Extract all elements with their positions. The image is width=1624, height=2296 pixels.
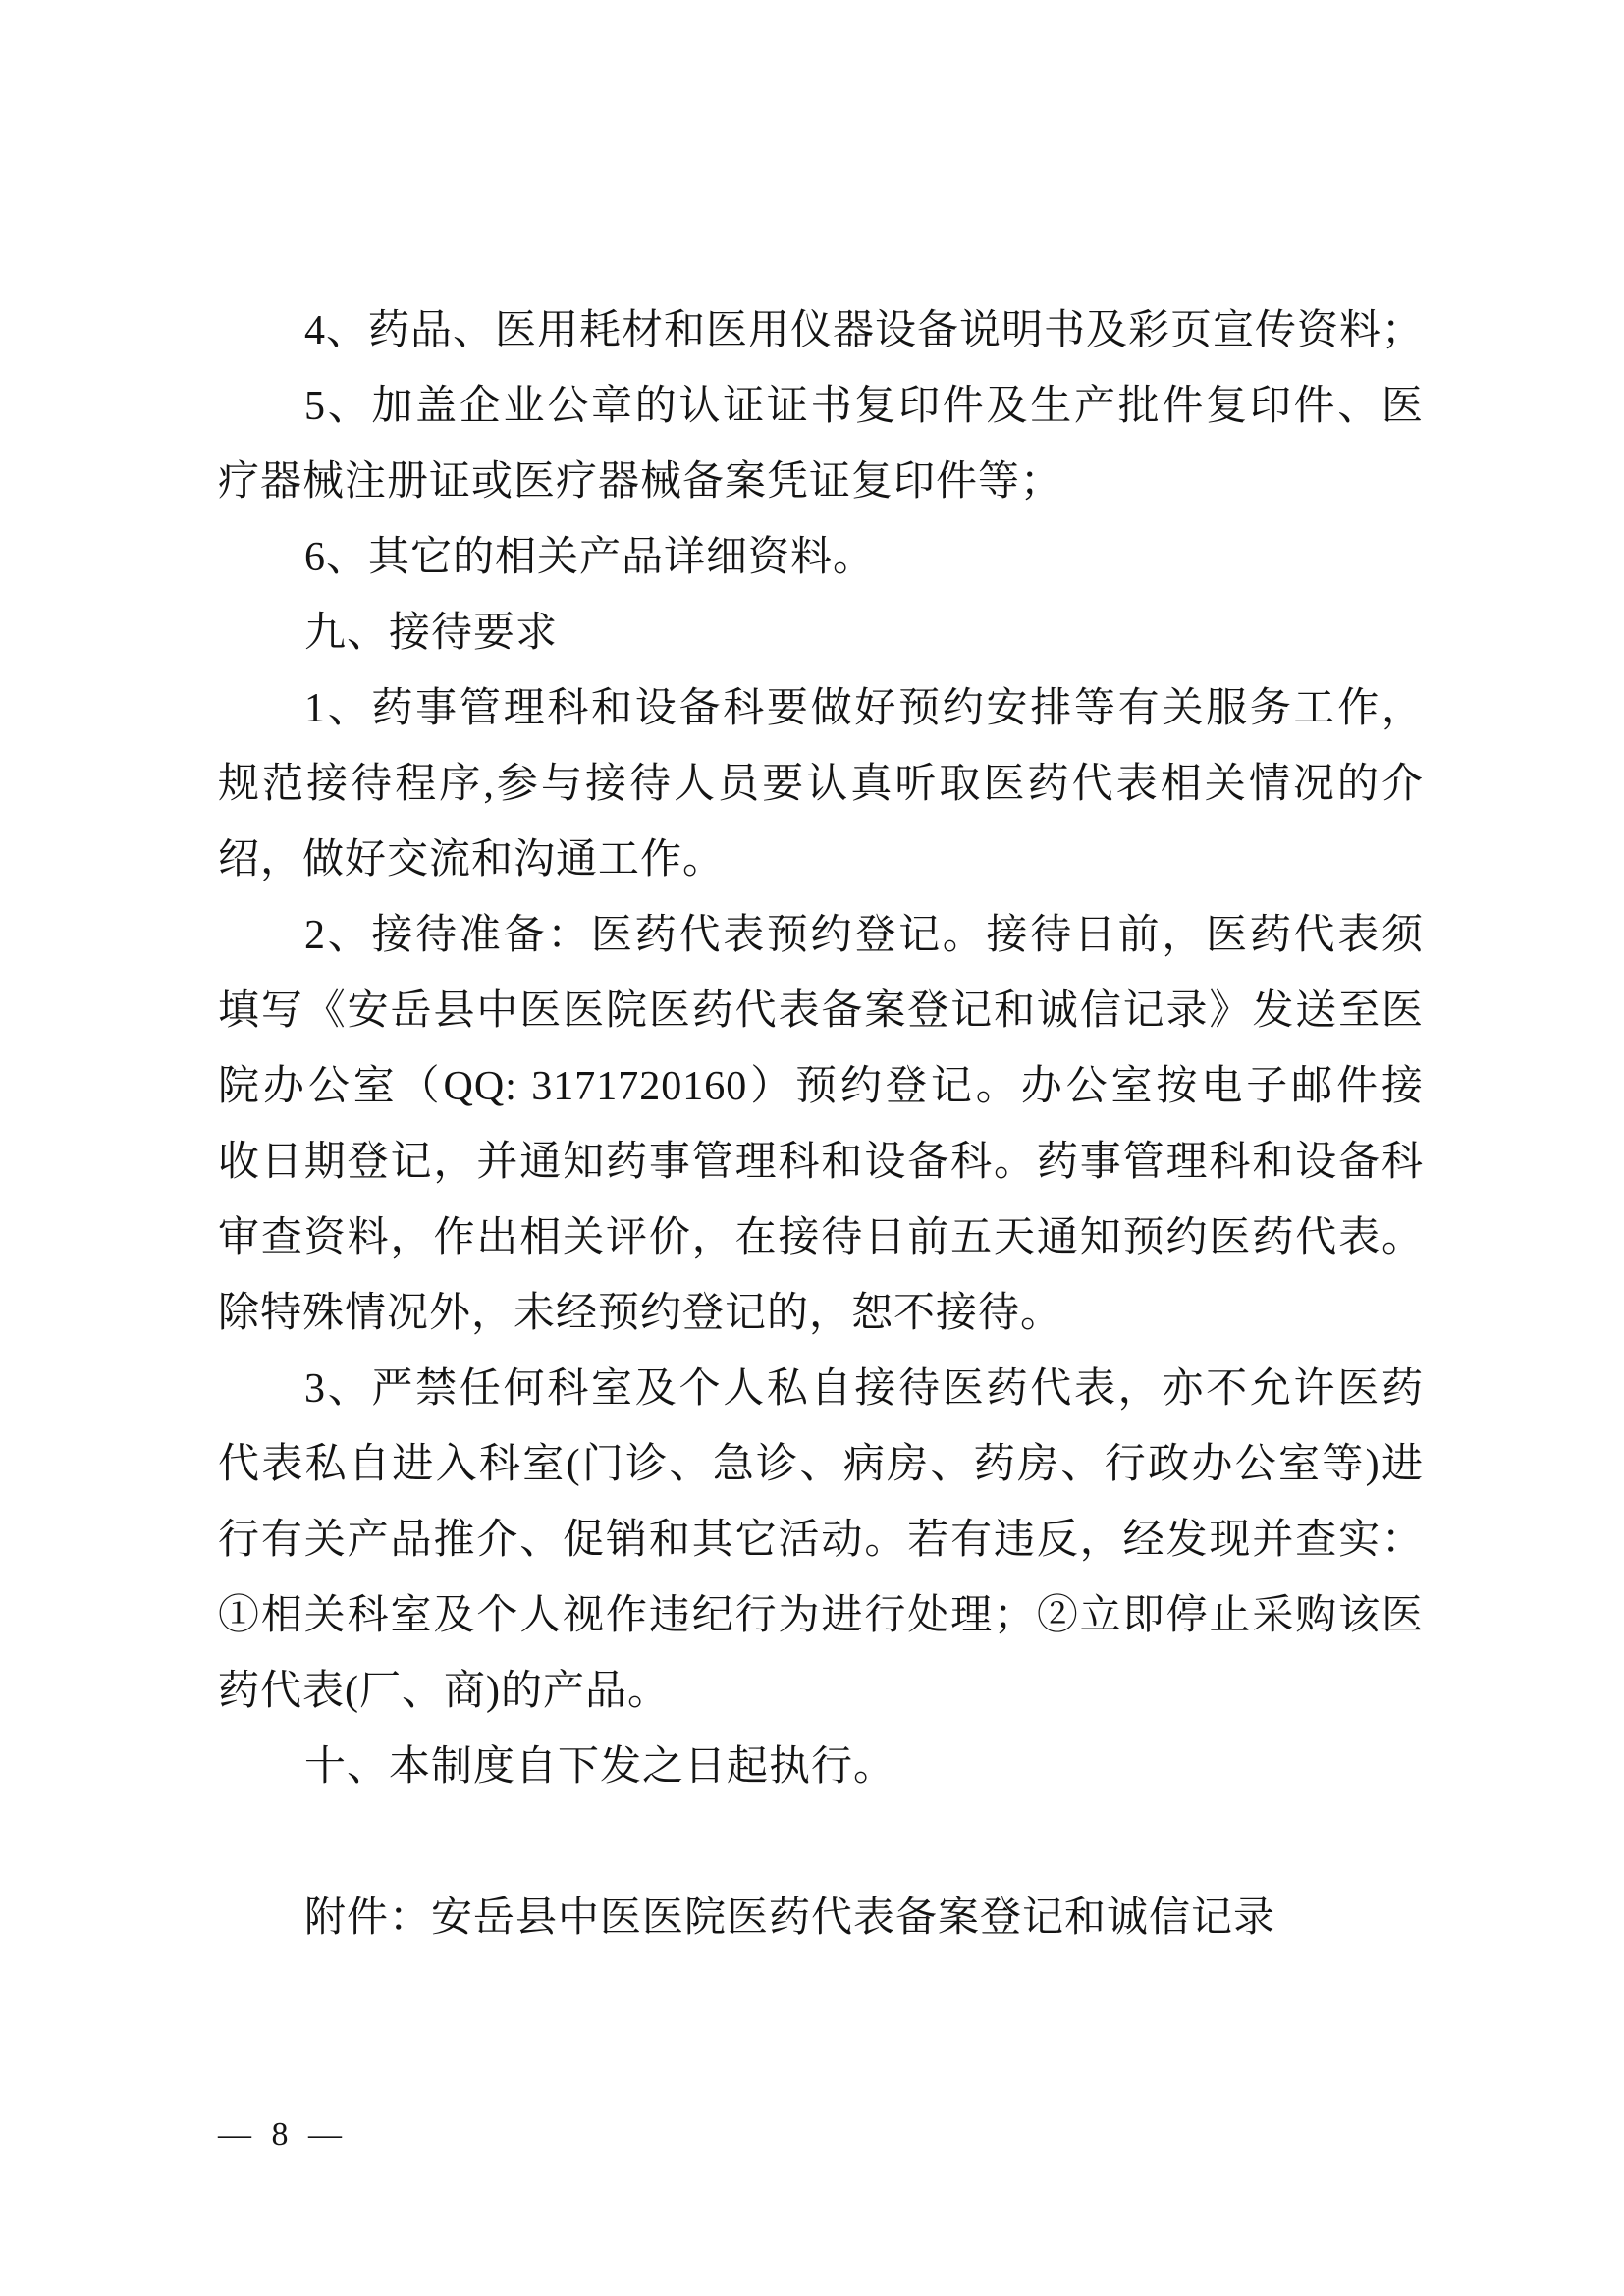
- item-3-line-3: 行有关产品推介、促销和其它活动。若有违反，经发现并查实：: [218, 1518, 1424, 1563]
- item-2-line-4: 收日期登记，并通知药事管理科和设备科。药事管理科和设备科: [218, 1140, 1424, 1185]
- item-2-line-1: 2、接待准备：医药代表预约登记。接待日前，医药代表须: [304, 913, 1424, 958]
- item-2-line-5: 审查资料，作出相关评价，在接待日前五天通知预约医药代表。: [218, 1215, 1424, 1260]
- item-2-line-2: 填写《安岳县中医医院医药代表备案登记和诚信记录》发送至医: [218, 988, 1424, 1034]
- document-body: [218, 294, 1424, 1956]
- item-2-line-3: 院办公室（QQ: 3171720160）预约登记。办公室按电子邮件接: [218, 1064, 1424, 1109]
- item-1-line-2: 规范接待程序,参与接待人员要认真听取医药代表相关情况的介: [218, 762, 1424, 807]
- item-1-line-3: 绍，做好交流和沟通工作。: [218, 837, 726, 882]
- item-5-line-1: 5、加盖企业公章的认证证书复印件及生产批件复印件、医: [304, 384, 1424, 429]
- page-number: — 8 —: [218, 2116, 348, 2153]
- section-10-line: 十、本制度自下发之日起执行。: [304, 1744, 896, 1789]
- item-2-line-6: 除特殊情况外，未经预约登记的，恕不接待。: [218, 1291, 1063, 1336]
- section-9-heading: 九、接待要求: [304, 611, 559, 656]
- attachment-line: 附件：安岳县中医医院医药代表备案登记和诚信记录: [304, 1896, 1276, 1941]
- item-3-line-5: 药代表(厂、商)的产品。: [218, 1669, 670, 1714]
- item-4-line-1: 4、药品、医用耗材和医用仪器设备说明书及彩页宣传资料；: [304, 308, 1424, 353]
- item-6-line: 6、其它的相关产品详细资料。: [304, 535, 876, 580]
- item-5-line-2: 疗器械注册证或医疗器械备案凭证复印件等；: [218, 459, 1063, 505]
- item-3-line-1: 3、严禁任何科室及个人私自接待医药代表，亦不允许医药: [304, 1366, 1424, 1412]
- item-1-line-1: 1、药事管理科和设备科要做好预约安排等有关服务工作，: [304, 686, 1424, 731]
- item-3-line-2: 代表私自进入科室(门诊、急诊、病房、药房、行政办公室等)进: [218, 1442, 1424, 1487]
- item-3-line-4: ①相关科室及个人视作违纪行为进行处理；②立即停止采购该医: [218, 1593, 1424, 1638]
